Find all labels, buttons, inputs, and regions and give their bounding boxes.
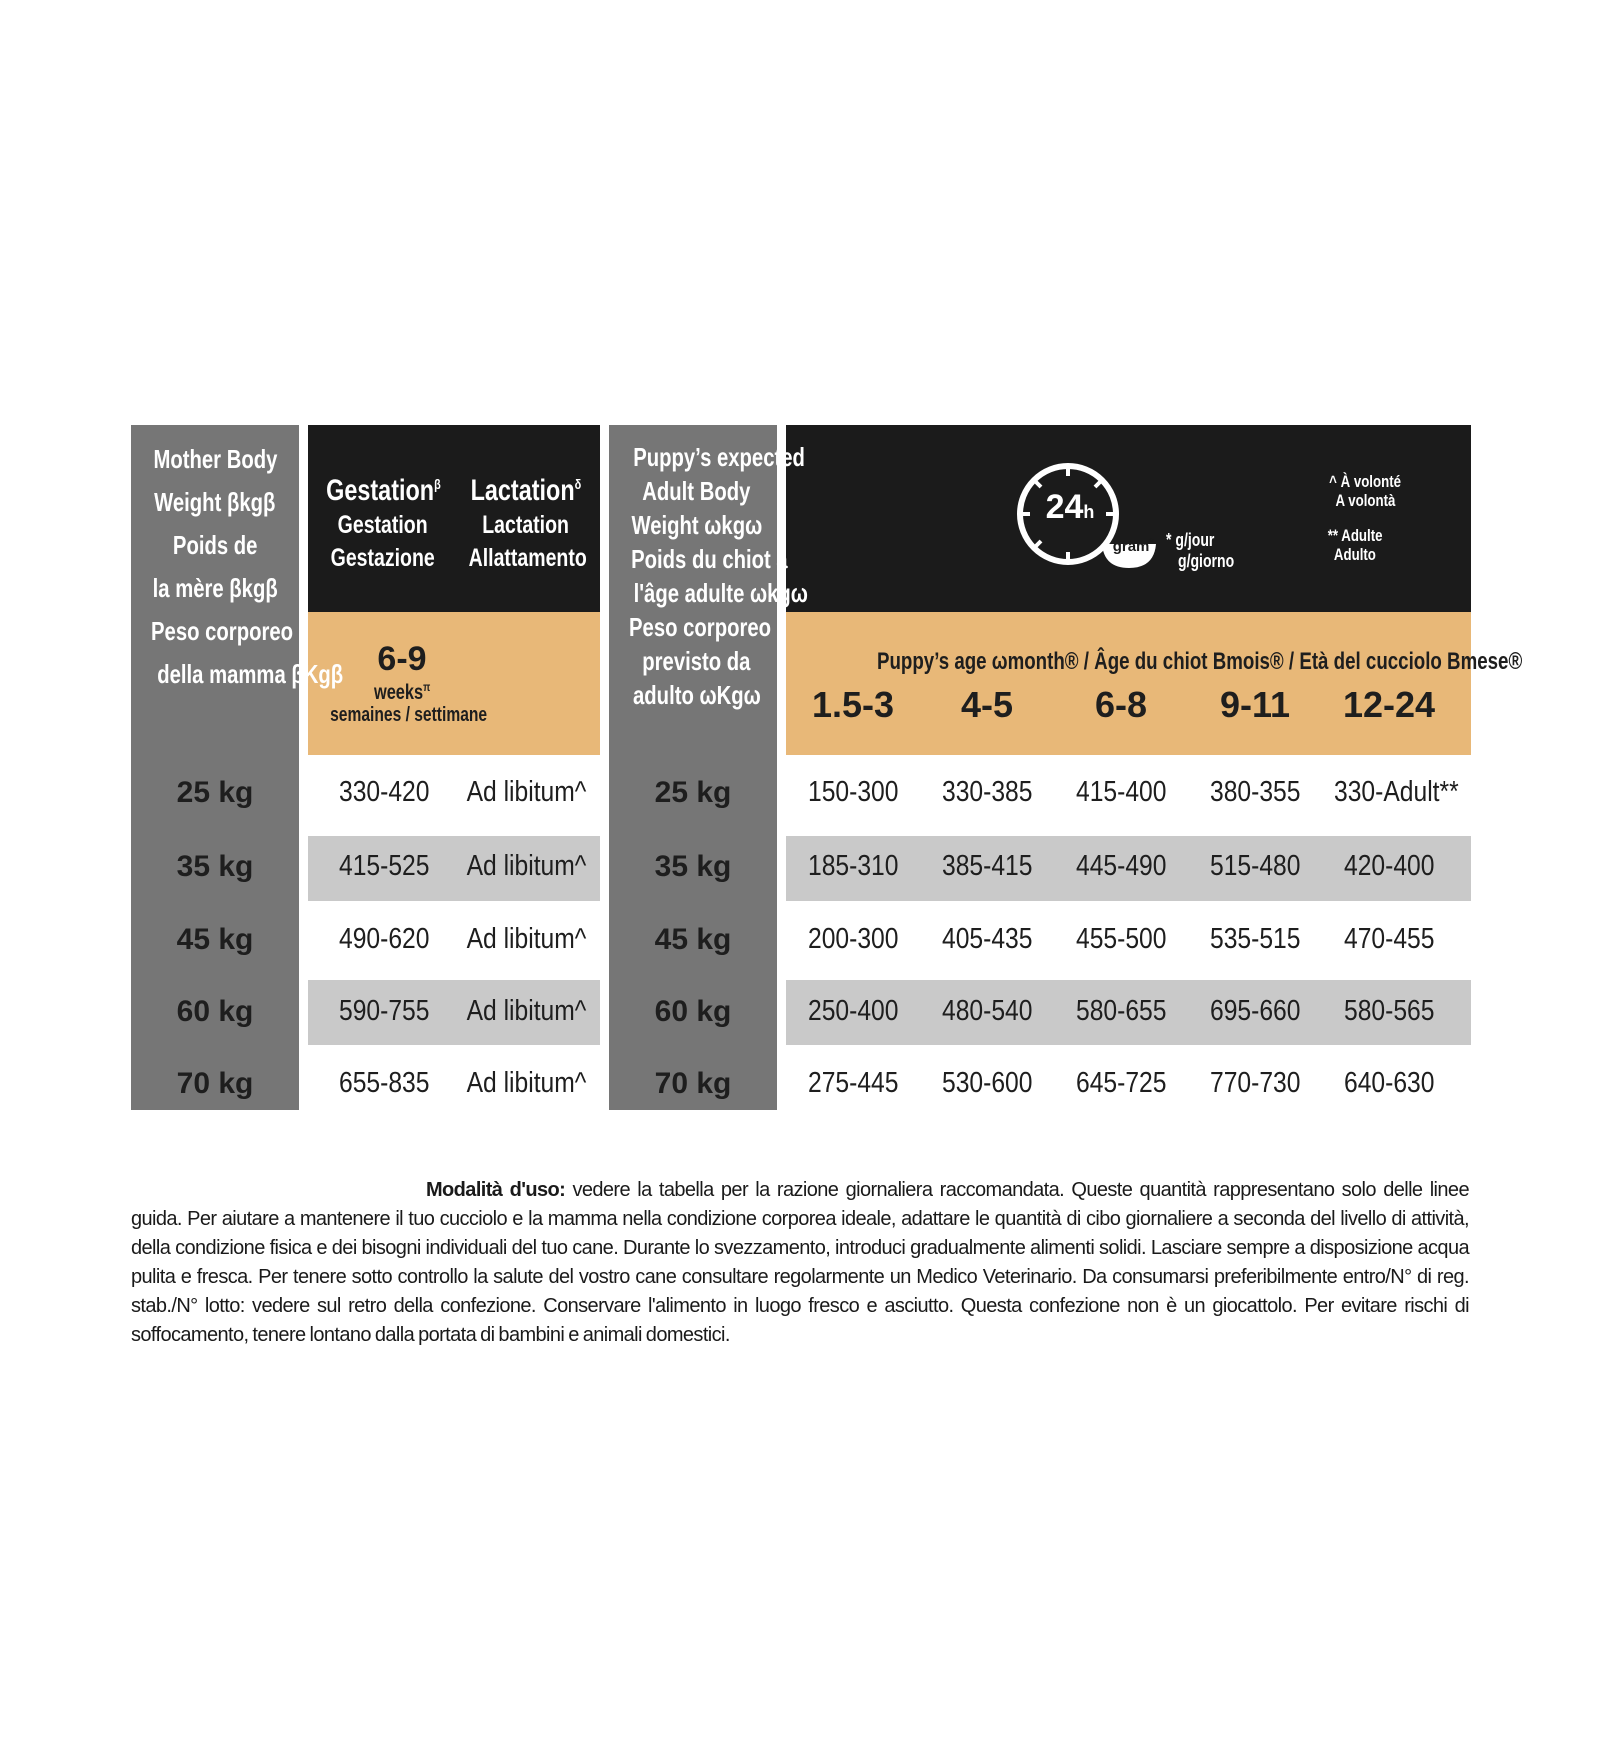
lactation-value: Ad libitum^ <box>466 995 586 1027</box>
gestation-value: 415-525 <box>338 850 430 882</box>
feeding-value: 530-600 <box>941 1067 1033 1099</box>
volonte-mark: ^ <box>1329 472 1337 491</box>
feeding-value: 445-490 <box>1075 850 1167 882</box>
feeding-value: 405-435 <box>941 923 1033 955</box>
feeding-value: 200-300 <box>807 923 899 955</box>
feeding-value: 330-385 <box>941 776 1033 808</box>
header-line: previsto da <box>642 646 751 676</box>
mother-weight: 35 kg <box>176 850 254 883</box>
gestation-value: 490-620 <box>338 923 430 955</box>
puppy-weight: 60 kg <box>654 995 732 1028</box>
age-col-1: 1.5-3 <box>811 684 895 725</box>
adult-fr: Adulte <box>1341 526 1383 545</box>
feeding-value: 535-515 <box>1209 923 1301 955</box>
lactation-title: Lactation <box>470 474 575 507</box>
lactation-header <box>452 466 600 575</box>
volonte-fr: À volonté <box>1340 472 1401 491</box>
gestation-sup: β <box>433 476 441 492</box>
header-line: Mother Body <box>153 444 277 474</box>
age-col-5: 12-24 <box>1342 684 1436 725</box>
weeks-word: weeks <box>373 681 424 704</box>
age-heading <box>786 648 1523 676</box>
unit-note-fr: g/jour <box>1175 530 1215 550</box>
adult-it: Adulto <box>1333 545 1376 564</box>
clock-label: 24 <box>1045 488 1084 526</box>
header-line: Peso corporeo <box>151 616 294 646</box>
puppy-weight: 45 kg <box>654 923 732 956</box>
usage-lead: Modalità d'uso: <box>426 1179 566 1201</box>
mother-weight: 60 kg <box>176 995 254 1028</box>
feeding-value: 455-500 <box>1075 923 1167 955</box>
lactation-value: Ad libitum^ <box>466 850 586 882</box>
puppy-weight-header <box>609 440 808 712</box>
unit-note-it: g/giorno <box>1178 551 1235 571</box>
clock-unit: h <box>1083 502 1095 522</box>
feeding-value: 275-445 <box>807 1067 899 1099</box>
header-line: Peso corporeo <box>629 612 772 642</box>
header-line: Poids de <box>172 530 258 560</box>
header-line: Weight βkgβ <box>154 487 276 517</box>
feeding-value: 330-Adult** <box>1334 776 1459 808</box>
volonte-note <box>1310 472 1420 510</box>
feeding-value: 580-565 <box>1343 995 1435 1027</box>
unit-note-mark: * <box>1166 530 1172 550</box>
header-line: della mamma βKgβ <box>157 659 344 689</box>
usage-instructions <box>131 1176 1469 1350</box>
feeding-value: 185-310 <box>807 850 899 882</box>
header-line: Poids du chiot à <box>631 544 788 574</box>
header-line: la mère βkgβ <box>152 573 278 603</box>
puppy-weight: 70 kg <box>654 1067 732 1100</box>
adult-note <box>1300 526 1410 564</box>
header-line: l'âge adulte ωkgω <box>633 578 808 608</box>
unit-note <box>1166 530 1266 572</box>
lactation-value: Ad libitum^ <box>466 776 586 808</box>
puppy-weight: 35 kg <box>654 850 732 883</box>
clock-24h-icon <box>1010 458 1170 578</box>
feeding-value: 420-400 <box>1343 850 1435 882</box>
volonte-it: A volontà <box>1335 491 1395 510</box>
feeding-value: 580-655 <box>1075 995 1167 1027</box>
feeding-value: 415-400 <box>1075 776 1167 808</box>
header-line: Adult Body <box>642 476 751 506</box>
feeding-value: 645-725 <box>1075 1067 1167 1099</box>
mother-weight-header <box>131 438 344 696</box>
lactation-fr: Lactation <box>482 511 570 539</box>
weeks-sup: π <box>423 680 431 694</box>
feeding-value: 640-630 <box>1343 1067 1435 1099</box>
weeks-range: 6-9 <box>377 640 427 678</box>
lactation-value: Ad libitum^ <box>466 923 586 955</box>
feeding-value: 385-415 <box>941 850 1033 882</box>
mother-weight: 45 kg <box>176 923 254 956</box>
puppy-weight: 25 kg <box>654 776 732 809</box>
feeding-value: 470-455 <box>1343 923 1435 955</box>
header-line: Puppy’s expected <box>633 442 805 472</box>
gestation-title: Gestation <box>325 474 434 507</box>
mother-weight: 25 kg <box>176 776 254 809</box>
gestation-value: 330-420 <box>338 776 430 808</box>
age-col-3: 6-8 <box>1094 684 1148 725</box>
gestation-value: 590-755 <box>338 995 430 1027</box>
gram-label: gram <box>1112 538 1150 555</box>
header-line: Weight ωkgω <box>631 510 762 540</box>
gestation-header <box>308 466 458 575</box>
age-heading-text: Puppy’s age ωmonth® / Âge du chiot Bmois® / Età del cucciolo Bmese® <box>876 648 1523 675</box>
lactation-sup: δ <box>574 476 582 492</box>
feeding-value: 695-660 <box>1209 995 1301 1027</box>
feeding-value: 770-730 <box>1209 1067 1301 1099</box>
age-col-2: 4-5 <box>960 684 1014 725</box>
weeks-sub: semaines / settimane <box>330 704 488 726</box>
feeding-value: 380-355 <box>1209 776 1301 808</box>
weeks-label <box>308 642 496 726</box>
gestation-it: Gestazione <box>330 544 436 572</box>
lactation-it: Allattamento <box>468 544 587 572</box>
feeding-value: 150-300 <box>807 776 899 808</box>
mother-weight: 70 kg <box>176 1067 254 1100</box>
age-col-4: 9-11 <box>1219 684 1291 725</box>
feeding-value: 480-540 <box>941 995 1033 1027</box>
gram-sup: * <box>1149 537 1154 548</box>
gestation-value: 655-835 <box>338 1067 430 1099</box>
lactation-value: Ad libitum^ <box>466 1067 586 1099</box>
adult-mark: ** <box>1327 526 1338 545</box>
header-line: adulto ωKgω <box>632 680 761 710</box>
usage-text: vedere la tabella per la razione giornaliera raccomandata. Queste quantità rappresentano solo delle linee guida. Per aiutare a mantenere il tuo cucciolo e la mamma nella condizione corporea ideale, adattare le quantità di cibo giornaliere a seconda del livello di attività, della condizione fisica e dei bisogni individuali del tuo cane. Durante lo svezzamento, introduci gradualmente alimenti solidi. Lasciare sempre a disposizione acqua pulita e fresca. Per tenere sotto controllo la salute del vostro cane consultare regolarmente un Medico Veterinario. Da consumarsi preferibilmente entro/N° di reg. stab./N° lotto: vedere sul retro della confezione. Conservare l'alimento in luogo fresco e asciutto. Questa confezione non è un giocattolo. Per evitare rischi di soffocamento, tenere lontano dalla portata di bambini e animali domestici. <box>131 1179 1469 1346</box>
gestation-fr: Gestation <box>338 511 428 539</box>
feeding-value: 250-400 <box>807 995 899 1027</box>
feeding-value: 515-480 <box>1209 850 1301 882</box>
